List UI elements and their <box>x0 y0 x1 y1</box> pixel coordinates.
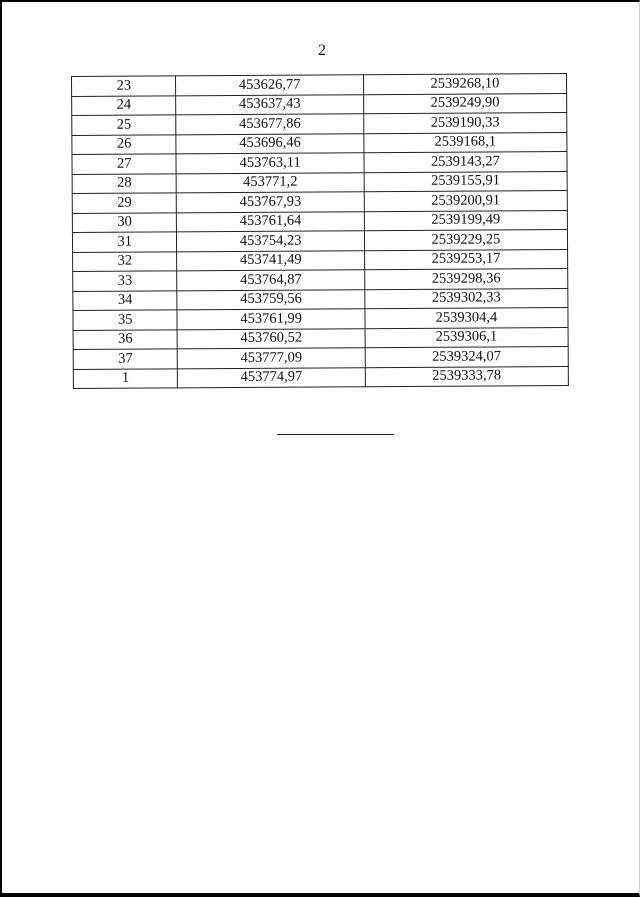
y-coordinate-cell: 2539324,07 <box>365 346 568 367</box>
x-coordinate-cell: 453637,43 <box>176 94 363 115</box>
x-coordinate-cell: 453759,56 <box>177 289 364 310</box>
point-number-cell: 26 <box>72 134 177 154</box>
x-coordinate-cell: 453764,87 <box>177 270 364 291</box>
point-number-cell: 33 <box>73 271 178 291</box>
y-coordinate-cell: 2539168,1 <box>364 132 567 153</box>
point-number-cell: 29 <box>72 193 177 213</box>
x-coordinate-cell: 453677,86 <box>176 114 363 135</box>
y-coordinate-cell: 2539229,25 <box>364 229 567 250</box>
y-coordinate-cell: 2539155,91 <box>364 171 567 192</box>
x-coordinate-cell: 453696,46 <box>176 133 363 154</box>
point-number-cell: 27 <box>72 154 177 174</box>
point-number-cell: 25 <box>72 115 177 135</box>
x-coordinate-cell: 453741,49 <box>177 250 364 271</box>
point-number-cell: 34 <box>73 290 178 310</box>
y-coordinate-cell: 2539199,49 <box>364 210 567 231</box>
point-number-cell: 1 <box>73 368 178 388</box>
x-coordinate-cell: 453771,2 <box>177 172 364 193</box>
x-coordinate-cell: 453754,23 <box>177 231 364 252</box>
x-coordinate-cell: 453760,52 <box>178 328 365 349</box>
y-coordinate-cell: 2539253,17 <box>364 249 567 270</box>
y-coordinate-cell: 2539200,91 <box>364 190 567 211</box>
y-coordinate-cell: 2539333,78 <box>365 366 568 387</box>
coordinates-table <box>71 73 569 389</box>
x-coordinate-cell: 453774,97 <box>178 367 365 388</box>
y-coordinate-cell: 2539298,36 <box>364 268 567 289</box>
x-coordinate-cell: 453777,09 <box>178 348 365 369</box>
point-number-cell: 30 <box>72 212 177 232</box>
point-number-cell: 24 <box>72 95 177 115</box>
point-number-cell: 35 <box>73 310 178 330</box>
y-coordinate-cell: 2539306,1 <box>365 327 568 348</box>
table-row <box>73 366 568 389</box>
point-number-cell: 36 <box>73 329 178 349</box>
y-coordinate-cell: 2539143,27 <box>364 151 567 172</box>
point-number-cell: 37 <box>73 349 178 369</box>
x-coordinate-cell: 453767,93 <box>177 192 364 213</box>
y-coordinate-cell: 2539304,4 <box>365 307 568 328</box>
x-coordinate-cell: 453761,99 <box>177 309 364 330</box>
point-number-cell: 32 <box>73 251 178 271</box>
x-coordinate-cell: 453626,77 <box>176 75 363 96</box>
coordinates-table-body <box>72 73 569 388</box>
y-coordinate-cell: 2539249,90 <box>363 93 566 114</box>
y-coordinate-cell: 2539268,10 <box>363 73 566 94</box>
y-coordinate-cell: 2539190,33 <box>364 112 567 133</box>
end-of-document-rule <box>277 434 394 435</box>
x-coordinate-cell: 453763,11 <box>176 153 363 174</box>
point-number-cell: 28 <box>72 173 177 193</box>
point-number-cell: 31 <box>72 232 177 252</box>
x-coordinate-cell: 453761,64 <box>177 211 364 232</box>
y-coordinate-cell: 2539302,33 <box>365 288 568 309</box>
point-number-cell: 23 <box>72 76 177 96</box>
page-number: 2 <box>318 42 326 59</box>
